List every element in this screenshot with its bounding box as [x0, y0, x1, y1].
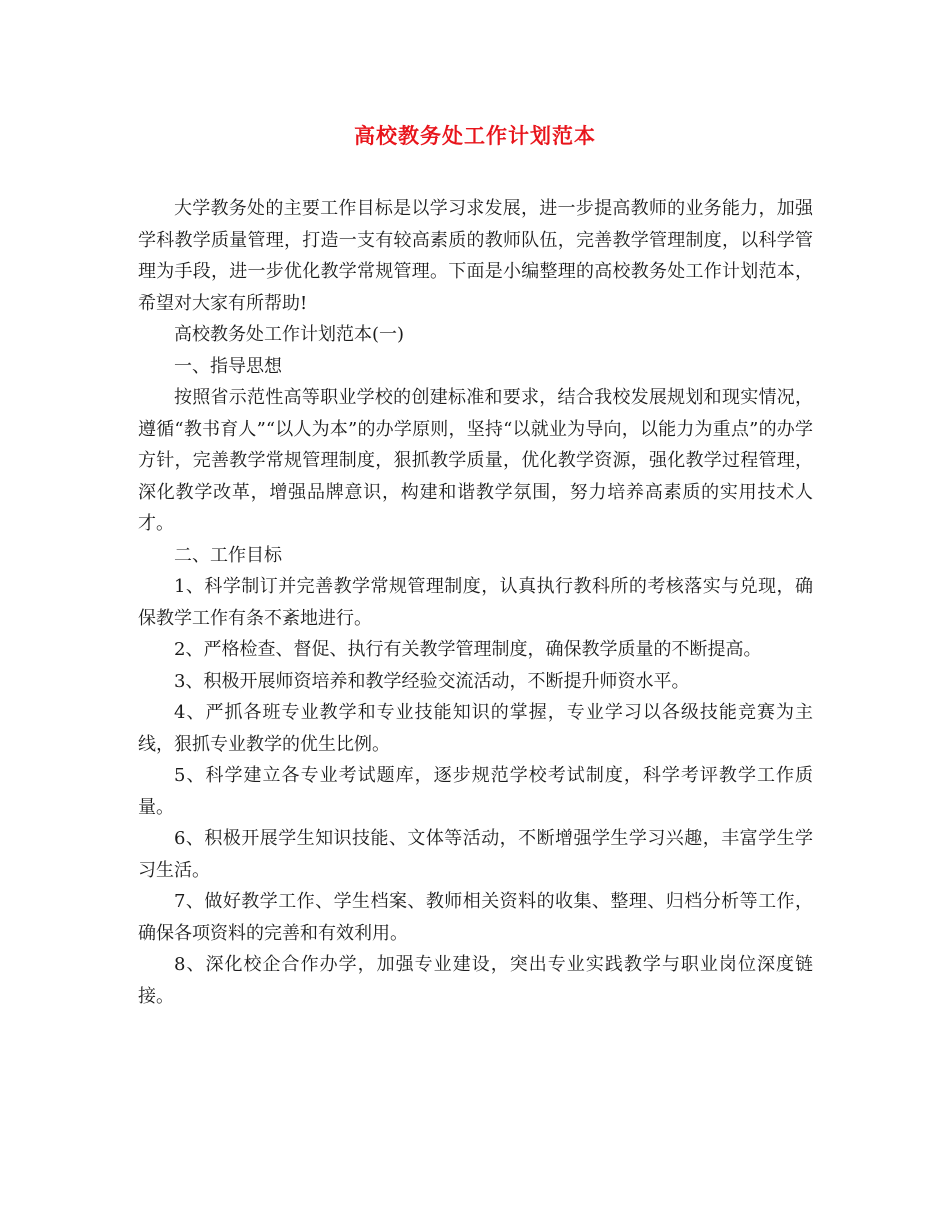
guiding-ideology-paragraph: 按照省示范性高等职业学校的创建标准和要求，结合我校发展规划和现实情况，遵循“教书育人”“以人为本”的办学原则，坚持“以就业为导向，以能力为重点”的办学方针，完善教学常规管理制度，狠抓教学质量，优化教学资源，强化教学过程管理，深化教学改革，增强品牌意识，构建和谐教学氛围，努力培养高素质的实用技术人才。: [138, 387, 813, 534]
document-title: 高校教务处工作计划范本: [354, 123, 596, 148]
goal-item-8: 8、深化校企合作办学，加强专业建设，突出专业实践教学与职业岗位深度链接。: [138, 954, 813, 1007]
section-heading-work-goals: 二、工作目标: [174, 544, 282, 566]
intro-paragraph: 大学教务处的主要工作目标是以学习求发展，进一步提高教师的业务能力，加强学科教学质量管理，打造一支有较高素质的教师队伍，完善教学管理制度，以科学管理为手段，进一步优化教学常规管理。下面是小编整理的高校教务处工作计划范本，希望对大家有所帮助!: [138, 198, 813, 314]
goal-item-7: 7、做好教学工作、学生档案、教师相关资料的收集、整理、归档分析等工作，确保各项资料的完善和有效利用。: [138, 891, 813, 944]
goal-item-6: 6、积极开展学生知识技能、文体等活动，不断增强学生学习兴趣，丰富学生学习生活。: [138, 828, 813, 881]
goal-item-2: 2、严格检查、督促、执行有关教学管理制度，确保教学质量的不断提高。: [174, 639, 762, 660]
goal-item-1: 1、科学制订并完善教学常规管理制度，认真执行教科所的考核落实与兑现，确保教学工作有条不紊地进行。: [138, 576, 813, 629]
goal-item-3: 3、积极开展师资培养和教学经验交流活动，不断提升师资水平。: [174, 670, 690, 692]
document-body: [138, 193, 813, 1012]
section-heading-guiding-ideology: 一、指导思想: [174, 355, 282, 377]
goal-item-5: 5、科学建立各专业考试题库，逐步规范学校考试制度，科学考评教学工作质量。: [138, 765, 813, 818]
goal-item-4: 4、严抓各班专业教学和专业技能知识的掌握，专业学习以各级技能竞赛为主线，狠抓专业教学的优生比例。: [138, 702, 813, 755]
section-heading-plan-one: 高校教务处工作计划范本(一): [174, 324, 405, 345]
